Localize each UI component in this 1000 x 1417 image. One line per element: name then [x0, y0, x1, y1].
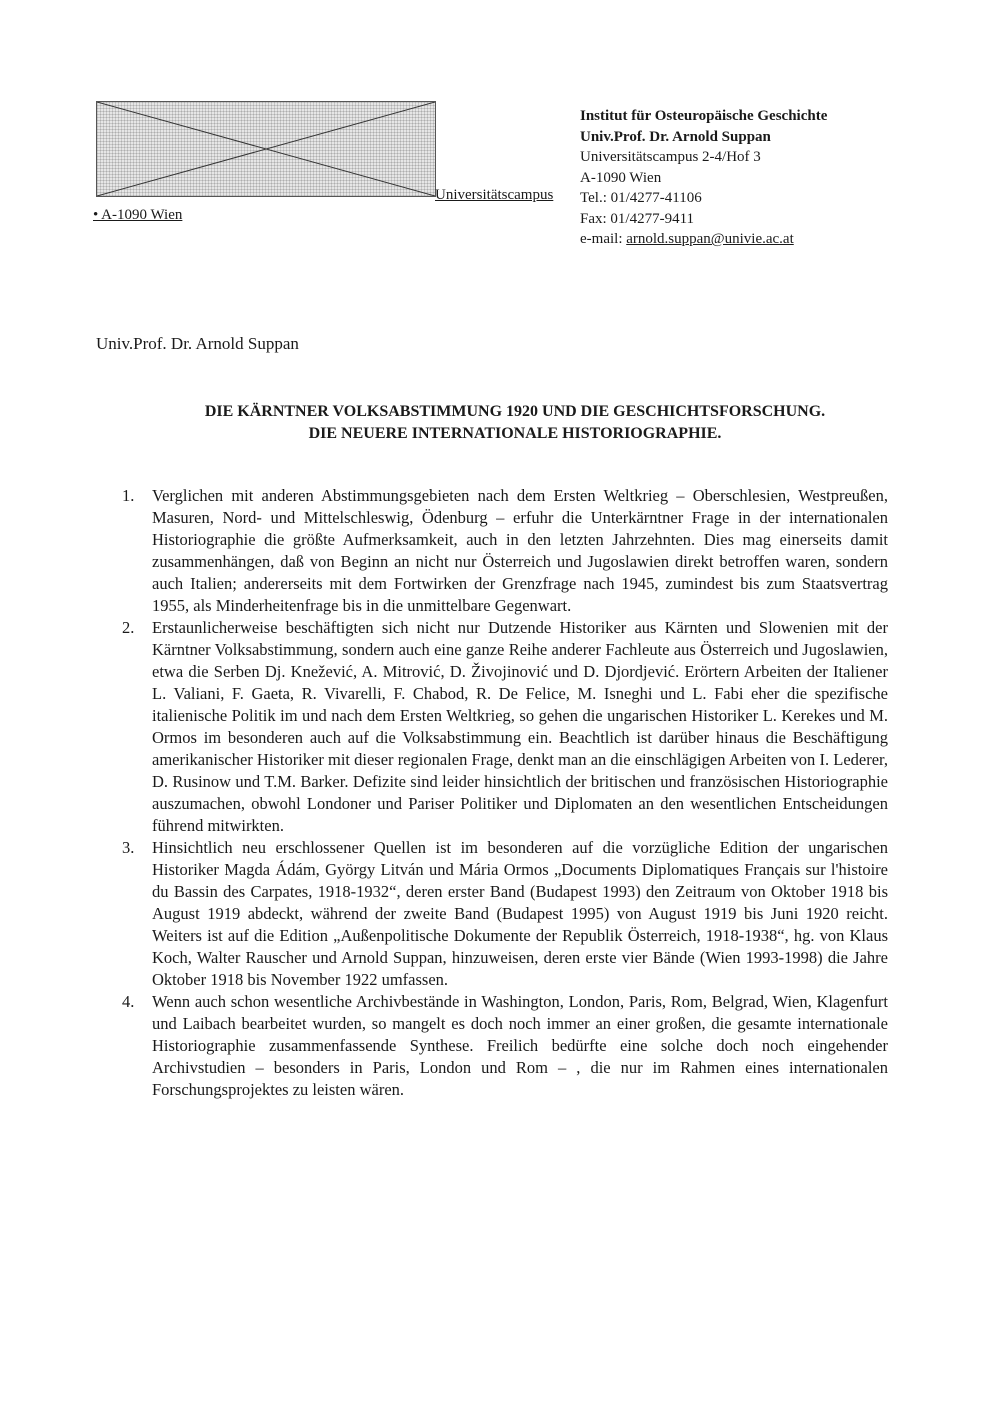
list-item — [118, 991, 888, 1101]
item-text: Hinsichtlich neu erschlossener Quellen ist im besonderen auf die vorzügliche Edition der ungarischen Historiker Magda Ádám, György Litván und Mária Ormos „Documents Diplomatiques Français sur l'histoire du Bassin des Carpates, 1918-1932“, deren erster Band (Budapest 1993) den Zeitraum von Oktober 1918 bis August 1919 abdeckt, während der zweite Band (Budapest 1995) von August 1919 bis Juni 1920 reicht. Weiters ist auf die Edition „Außenpolitische Dokumente der Republik Österreich, 1918-1938“, hg. von Klaus Koch, Walter Rauscher und Arnold Suppan, hinzuweisen, deren erste vier Bände (Wien 1993-1998) die Jahre Oktober 1918 bis November 1922 umfassen. — [152, 838, 888, 989]
logo-placeholder — [96, 101, 436, 197]
institute-name: Institut für Osteuropäische Geschichte — [580, 108, 828, 124]
title-line-2: DIE NEUERE INTERNATIONALE HISTORIOGRAPHIE. — [308, 425, 722, 442]
item-text: Erstaunlicherweise beschäftigten sich nicht nur Dutzende Historiker aus Kärnten und Slowenien mit der Kärntner Volksabstimmung, sondern auch eine ganze Reihe anderer Fachleute aus Österreich und Jugoslawien, etwa die Serben Dj. Knežević, A. Mitrović, D. Živojinović und D. Djordjević. Erörtern Arbeiten der Italiener L. Valiani, F. Gaeta, R. Vivarelli, F. Chabod, R. De Felice, M. Isneghi und L. Fabi eher die spezifische italienische Politik im und nach dem Ersten Weltkrieg, so gehen die ungarischen Historiker L. Kerekes und M. Ormos im besonderen auch auf die Volksabstimmung ein. Beachtlich ist darüber hinaus die Beschäftigung amerikanischer Historiker mit dieser regionalen Frage, denkt man an die einschlägigen Arbeiten von I. Lederer, D. Rusinow und T.M. Barker. Defizite sind leider hinsichtlich der britischen und französischen Historiographie auszumachen, obwohl Londoner und Pariser Politiker und Diplomaten an den wesentlichen Entscheidungen führend mitwirkten. — [152, 618, 888, 835]
item-number: 4. — [122, 992, 135, 1011]
item-text: Verglichen mit anderen Abstimmungsgebieten nach dem Ersten Weltkrieg – Oberschlesien, Westpreußen, Masuren, Nord- und Mittelschleswig, Ödenburg – erfuhr die Unterkärntner Frage in der internationalen Historiographie die größte Aufmerksamkeit, auch in den letzten Jahrzehnten. Dies mag einerseits damit zusammenhängen, daß von Beginn an nicht nur Österreich und Jugoslawien direkt betroffen waren, sondern auch Italien; andererseits mit dem Fortwirken der Grenzfrage nach 1945, zumindest bis zum Staatsvertrag 1955, als Minderheitenfrage bis in die unmittelbare Gegenwart. — [152, 486, 888, 615]
telephone: Tel.: 01/4277-41106 — [580, 190, 702, 206]
item-number: 2. — [122, 618, 135, 637]
email-link[interactable]: arnold.suppan@univie.ac.at — [626, 231, 794, 247]
logo-placeholder-cross — [97, 102, 435, 196]
professor-name: Univ.Prof. Dr. Arnold Suppan — [580, 128, 771, 145]
item-text: Wenn auch schon wesentliche Archivbestände in Washington, London, Paris, Rom, Belgrad, Wien, Klagenfurt und Laibach bearbeitet wurden, so mangelt es doch noch immer an einer großen, die gesamte internationale Historiographie zusammenfassende Synthese. Freilich bedürfte eine solche doch noch eingehender Archivstudien – besonders in Paris, London und Rom – , die nur im Rahmen eines internationalen Forschungsprojektes zu leisten wären. — [152, 992, 888, 1099]
email-label: e-mail: — [580, 231, 627, 247]
email-line — [580, 229, 980, 250]
title-line-1: DIE KÄRNTNER VOLKSABSTIMMUNG 1920 UND DIE GESCHICHTSFORSCHUNG. — [204, 403, 826, 420]
item-number: 1. — [122, 486, 135, 505]
author-line: Univ.Prof. Dr. Arnold Suppan — [96, 334, 299, 353]
list-item — [118, 617, 888, 837]
document-title — [60, 401, 970, 445]
list-item — [118, 485, 888, 617]
institute-address-block — [580, 106, 980, 250]
city: A-1090 Wien — [580, 169, 662, 186]
list-item — [118, 837, 888, 991]
fax: Fax: 01/4277-9411 — [580, 210, 695, 227]
street-address: Universitätscampus 2-4/Hof 3 — [580, 149, 761, 165]
logo-address: • A-1090 Wien — [93, 207, 183, 223]
logo-side-text: Universitätscampus — [435, 187, 554, 203]
item-number: 3. — [122, 838, 135, 857]
numbered-list — [118, 485, 888, 1101]
